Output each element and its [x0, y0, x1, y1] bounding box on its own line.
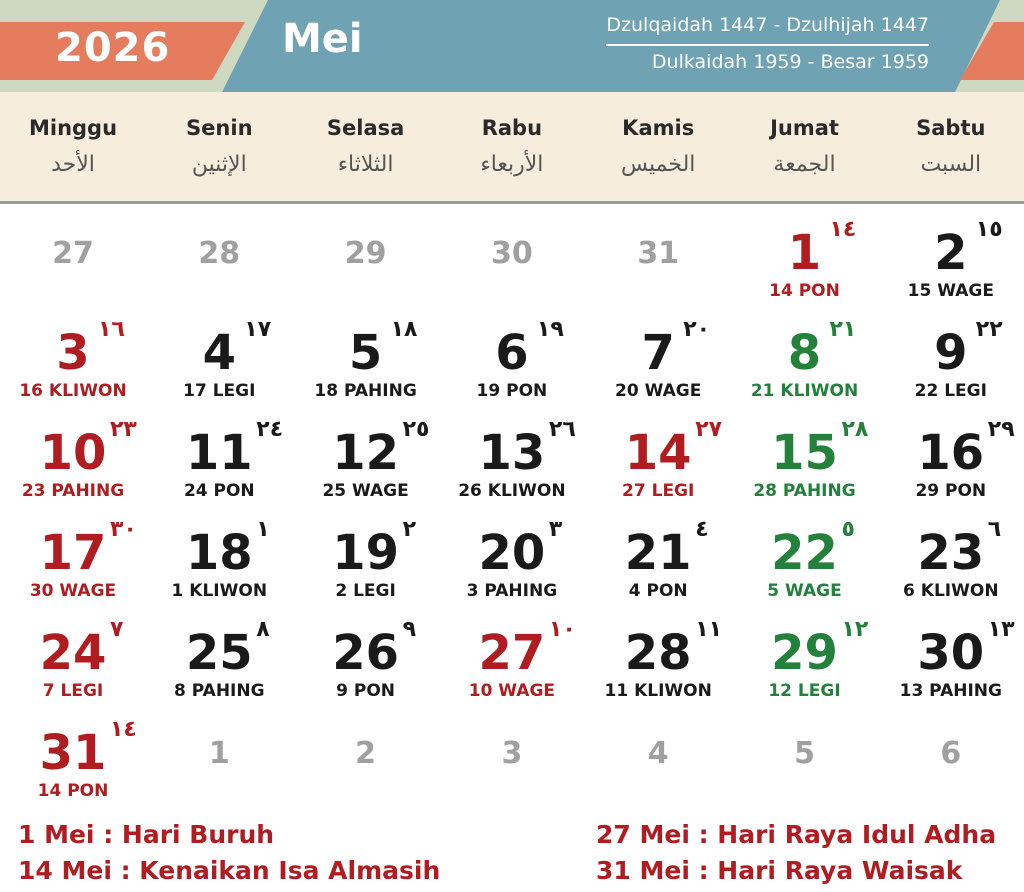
weekday-arabic: الإثنين: [191, 152, 247, 177]
day-number: 4: [647, 736, 669, 771]
day-number: 14: [624, 425, 692, 481]
hijri-date: ١١: [695, 617, 723, 642]
hijri-date: ٣: [548, 517, 563, 542]
pasaran-label: 8 PAHING: [174, 681, 265, 701]
javanese-range: Dulkaidah 1959 - Besar 1959: [651, 51, 929, 73]
holiday-item: 14 Mei : Kenaikan Isa Almasih: [18, 856, 441, 885]
pasaran-label: 5 WAGE: [767, 581, 842, 601]
weekday-name: Minggu: [28, 116, 118, 140]
day-number: 28: [198, 236, 241, 271]
day-cell-outside-month: [0, 207, 146, 307]
day-cell: [439, 307, 585, 407]
hijri-range: Dzulqaidah 1447 - Dzulhijah 1447: [606, 14, 929, 36]
holiday-item: 27 Mei : Hari Raya Idul Adha: [596, 820, 997, 849]
pasaran-label: 18 PAHING: [314, 381, 417, 401]
weekday-name: Selasa: [326, 116, 405, 140]
weekday-arabic: الأربعاء: [480, 152, 544, 177]
day-cell: [585, 607, 731, 707]
day-cell: [878, 207, 1024, 307]
day-number: 27: [478, 625, 546, 681]
pasaran-label: 29 PON: [915, 481, 987, 501]
month-label: Mei: [282, 16, 363, 62]
day-cell: [146, 507, 292, 607]
holiday-list: [0, 820, 1024, 892]
day-number: 24: [39, 625, 107, 681]
hijri-date: ٢٤: [256, 417, 284, 442]
hijri-date: ٢: [402, 517, 417, 542]
hijri-date: ١٩: [536, 317, 564, 342]
day-cell: [585, 407, 731, 507]
pasaran-label: 20 WAGE: [615, 381, 702, 401]
day-number: 13: [478, 425, 546, 481]
day-cell: [293, 407, 439, 507]
pasaran-label: 21 KLIWON: [750, 381, 859, 401]
day-cell: [0, 307, 146, 407]
pasaran-label: 6 KLIWON: [903, 581, 999, 601]
hijri-date: ٩: [402, 617, 417, 642]
day-cell: [439, 607, 585, 707]
pasaran-label: 9 PON: [336, 681, 396, 701]
hijri-date: ٦: [987, 517, 1002, 542]
day-cell-outside-month: [293, 207, 439, 307]
day-number: 17: [39, 525, 107, 581]
day-number: 16: [917, 425, 985, 481]
day-number: 19: [332, 525, 399, 581]
day-cell: [0, 407, 146, 507]
weekday-name: Sabtu: [916, 116, 986, 140]
hijri-date: ١٨: [390, 317, 418, 342]
day-number: 23: [917, 525, 985, 581]
hijri-date: ٢٦: [548, 417, 576, 442]
weekday-arabic: الثلاثاء: [337, 152, 394, 177]
day-cell: [585, 307, 731, 407]
pasaran-label: 19 PON: [476, 381, 548, 401]
day-cell-outside-month: [585, 207, 731, 307]
weekday-kamis: [585, 92, 731, 177]
pasaran-label: 4 PON: [628, 581, 688, 601]
day-number: 20: [478, 525, 546, 581]
weekday-header: [0, 92, 1024, 204]
hijri-date: ٢٧: [695, 417, 723, 442]
day-cell: [585, 507, 731, 607]
day-number: 3: [56, 325, 90, 381]
weekday-arabic: الجمعة: [773, 152, 836, 177]
weekday-name: Jumat: [770, 116, 839, 140]
day-number: 30: [491, 236, 533, 271]
day-cell: [732, 607, 878, 707]
day-number: 31: [39, 725, 107, 781]
day-number: 10: [39, 425, 107, 481]
day-number: 5: [348, 325, 383, 381]
pasaran-label: 1 KLIWON: [171, 581, 268, 601]
header-divider: [606, 44, 929, 46]
day-cell: [439, 507, 585, 607]
day-cell-outside-month: [585, 707, 731, 807]
weekday-jumat: [732, 92, 878, 177]
hijri-date: ٢٣: [110, 417, 137, 442]
pasaran-label: 28 PAHING: [753, 481, 856, 501]
day-cell: [878, 407, 1024, 507]
day-number: 11: [185, 425, 253, 481]
day-cell: [878, 307, 1024, 407]
day-cell: [732, 407, 878, 507]
hijri-date: ١٠: [548, 617, 576, 642]
day-cell: [146, 607, 292, 707]
hijri-date: ١٢: [841, 617, 869, 642]
weekday-arabic: الخميس: [620, 152, 696, 177]
weekday-senin: [146, 92, 292, 177]
day-number: 5: [794, 736, 815, 771]
hijri-date: ٤: [695, 517, 709, 542]
day-number: 9: [934, 325, 968, 381]
day-cell-outside-month: [146, 207, 292, 307]
day-number: 6: [940, 736, 962, 771]
pasaran-label: 17 LEGI: [183, 381, 256, 401]
day-cell: [439, 407, 585, 507]
calendar-grid: [0, 207, 1024, 807]
day-cell: [732, 307, 878, 407]
day-number: 12: [332, 425, 399, 481]
day-number: 27: [52, 236, 94, 271]
weekday-arabic: الأحد: [51, 152, 95, 177]
day-number: 3: [501, 736, 523, 771]
day-number: 1: [787, 225, 822, 281]
hijri-date: ١٦: [98, 317, 125, 342]
day-cell: [878, 607, 1024, 707]
day-cell-outside-month: [732, 707, 878, 807]
day-cell-outside-month: [439, 707, 585, 807]
day-number: 6: [495, 325, 529, 381]
hijri-date: ٨: [256, 617, 270, 642]
pasaran-label: 30 WAGE: [29, 581, 117, 601]
pasaran-label: 11 KLIWON: [604, 681, 712, 701]
year-label: 2026: [55, 25, 171, 71]
day-cell: [732, 507, 878, 607]
pasaran-label: 24 PON: [183, 481, 255, 501]
day-cell: [146, 307, 292, 407]
day-cell: [878, 507, 1024, 607]
weekday-name: Rabu: [481, 116, 543, 140]
hijri-date: ١٥: [975, 217, 1003, 242]
weekday-rabu: [439, 92, 585, 177]
pasaran-label: 16 KLIWON: [19, 381, 127, 401]
pasaran-label: 14 PON: [769, 281, 840, 301]
day-cell-outside-month: [293, 707, 439, 807]
day-number: 30: [917, 625, 985, 681]
day-cell: [0, 507, 146, 607]
weekday-arabic: السبت: [920, 152, 982, 177]
hijri-date: ٥: [841, 517, 855, 542]
hijri-date: ٢٠: [683, 317, 711, 342]
pasaran-label: 15 WAGE: [907, 281, 994, 301]
hijri-date: ١: [256, 517, 270, 542]
pasaran-label: 10 WAGE: [468, 681, 556, 701]
pasaran-label: 13 PAHING: [899, 681, 1002, 701]
pasaran-label: 7 LEGI: [42, 681, 104, 701]
weekday-sabtu: [878, 92, 1024, 177]
day-number: 29: [344, 236, 387, 271]
day-cell-outside-month: [878, 707, 1024, 807]
pasaran-label: 23 PAHING: [21, 481, 125, 501]
day-cell-outside-month: [146, 707, 292, 807]
day-number: 15: [771, 425, 838, 481]
hijri-date: ٧: [110, 617, 124, 642]
weekday-selasa: [293, 92, 439, 177]
day-number: 21: [624, 525, 692, 581]
holiday-item: 31 Mei : Hari Raya Waisak: [596, 856, 963, 885]
day-number: 8: [787, 325, 822, 381]
day-cell: [293, 307, 439, 407]
pasaran-label: 12 LEGI: [768, 681, 841, 701]
day-cell: [293, 607, 439, 707]
day-cell: [0, 707, 146, 807]
pasaran-label: 26 KLIWON: [458, 481, 566, 501]
hijri-date: ٣٠: [110, 517, 137, 542]
day-number: 22: [771, 525, 838, 581]
hijri-date: ٢٢: [975, 317, 1003, 342]
hijri-date: ٢٨: [841, 417, 869, 442]
pasaran-label: 25 WAGE: [322, 481, 409, 501]
hijri-date: ١٧: [244, 317, 272, 342]
day-number: 1: [208, 736, 230, 771]
holiday-item: 1 Mei : Hari Buruh: [18, 820, 275, 849]
hijri-date: ١٣: [987, 617, 1015, 642]
hijri-date: ٢١: [829, 317, 857, 342]
day-cell: [146, 407, 292, 507]
weekday-name: Kamis: [622, 116, 695, 140]
day-number: 26: [332, 625, 399, 681]
day-number: 7: [641, 325, 675, 381]
weekday-minggu: [0, 92, 146, 177]
hijri-date: ١٤: [829, 217, 857, 242]
day-cell-outside-month: [439, 207, 585, 307]
hijri-date: ٢٥: [402, 417, 430, 442]
day-number: 31: [637, 236, 680, 271]
day-cell: [0, 607, 146, 707]
day-number: 29: [771, 625, 838, 681]
day-number: 4: [202, 325, 236, 381]
pasaran-label: 22 LEGI: [914, 381, 987, 401]
day-cell: [732, 207, 878, 307]
day-number: 18: [185, 525, 253, 581]
hijri-date: ١٤: [110, 717, 137, 742]
pasaran-label: 14 PON: [37, 781, 109, 801]
pasaran-label: 27 LEGI: [622, 481, 695, 501]
weekday-name: Senin: [186, 116, 253, 140]
pasaran-label: 3 PAHING: [466, 581, 558, 601]
day-cell: [293, 507, 439, 607]
day-number: 2: [934, 225, 968, 281]
calendar-header: [0, 0, 1024, 92]
day-number: 2: [355, 736, 377, 771]
pasaran-label: 2 LEGI: [335, 581, 396, 601]
hijri-date: ٢٩: [987, 417, 1015, 442]
day-number: 28: [624, 625, 692, 681]
day-number: 25: [185, 625, 253, 681]
